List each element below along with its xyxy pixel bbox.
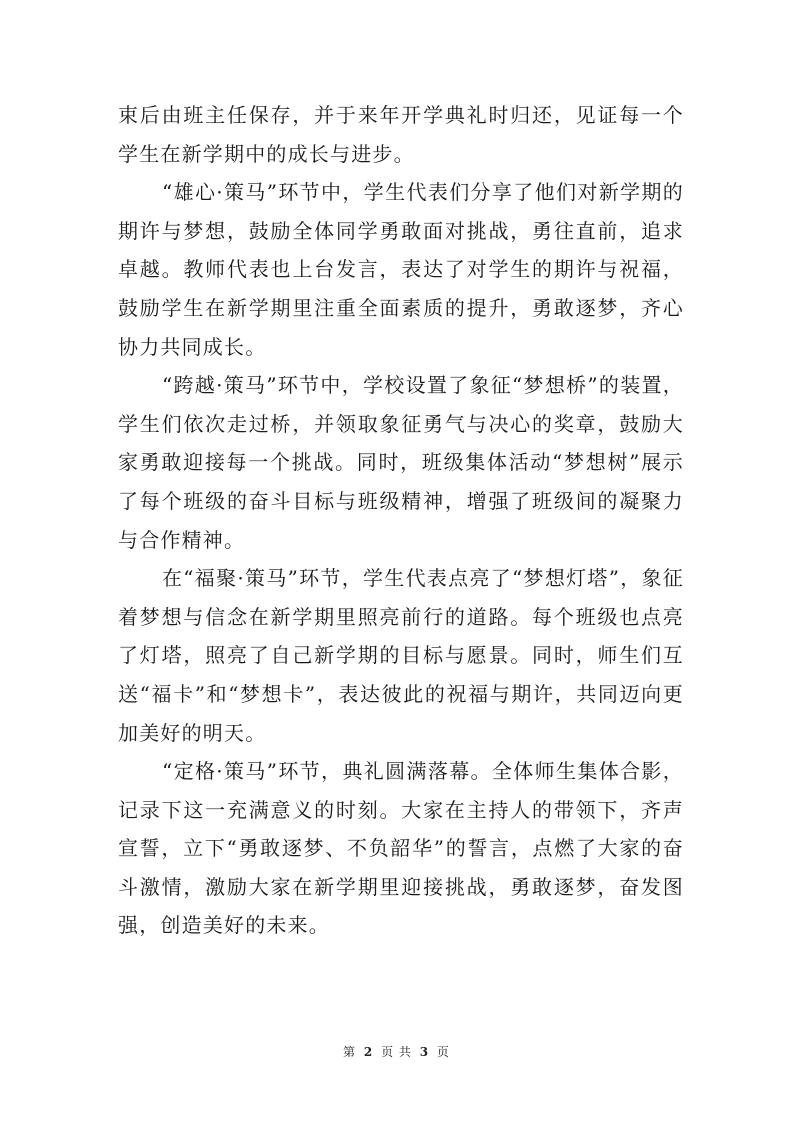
footer-prefix: 第 (343, 1045, 357, 1059)
paragraph-fuju: 在“福聚·策马”环节，学生代表点亮了“梦想灯塔”，象征着梦想与信念在新学期里照亮前行的道路。每个班级也点亮了灯塔，照亮了自己新学期的目标与愿景。同时，师生们互送“福卡”和“梦想卡”，表达彼此的祝福与期许，共同迈向更加美好的明天。 (118, 566, 684, 745)
paragraph-kuayue: “跨越·策马”环节中，学校设置了象征“梦想桥”的装置，学生们依次走过桥，并领取象征勇气与决心的奖章，鼓励大家勇敢迎接每一个挑战。同时，班级集体活动“梦想树”展示了每个班级的奋斗目标与班级精神，增强了班级间的凝聚力与合作精神。 (118, 373, 684, 552)
footer-total-pages: 3 (419, 1045, 430, 1059)
paragraph-continuation: 束后由班主任保存，并于来年开学典礼时归还，见证每一个学生在新学期中的成长与进步。 (118, 103, 684, 166)
footer-suffix: 页 (436, 1045, 450, 1059)
page-footer (0, 1043, 793, 1060)
paragraph-dingge: “定格·策马”环节，典礼圆满落幕。全体师生集体合影，记录下这一充满意义的时刻。大家在主持人的带领下，齐声宣誓，立下“勇敢逐梦、不负韶华”的誓言，点燃了大家的奋斗激情，激励大家在新学期里迎接挑战，勇敢逐梦，奋发图强，创造美好的未来。 (118, 759, 684, 938)
document-body (118, 96, 684, 945)
footer-middle: 页 共 (381, 1045, 412, 1059)
paragraph-xiongxin: “雄心·策马”环节中，学生代表们分享了他们对新学期的期许与梦想，鼓励全体同学勇敢面对挑战，勇往直前，追求卓越。教师代表也上台发言，表达了对学生的期许与祝福，鼓励学生在新学期里注重全面素质的提升，勇敢逐梦，齐心协力共同成长。 (118, 180, 684, 359)
footer-current-page: 2 (363, 1045, 374, 1059)
